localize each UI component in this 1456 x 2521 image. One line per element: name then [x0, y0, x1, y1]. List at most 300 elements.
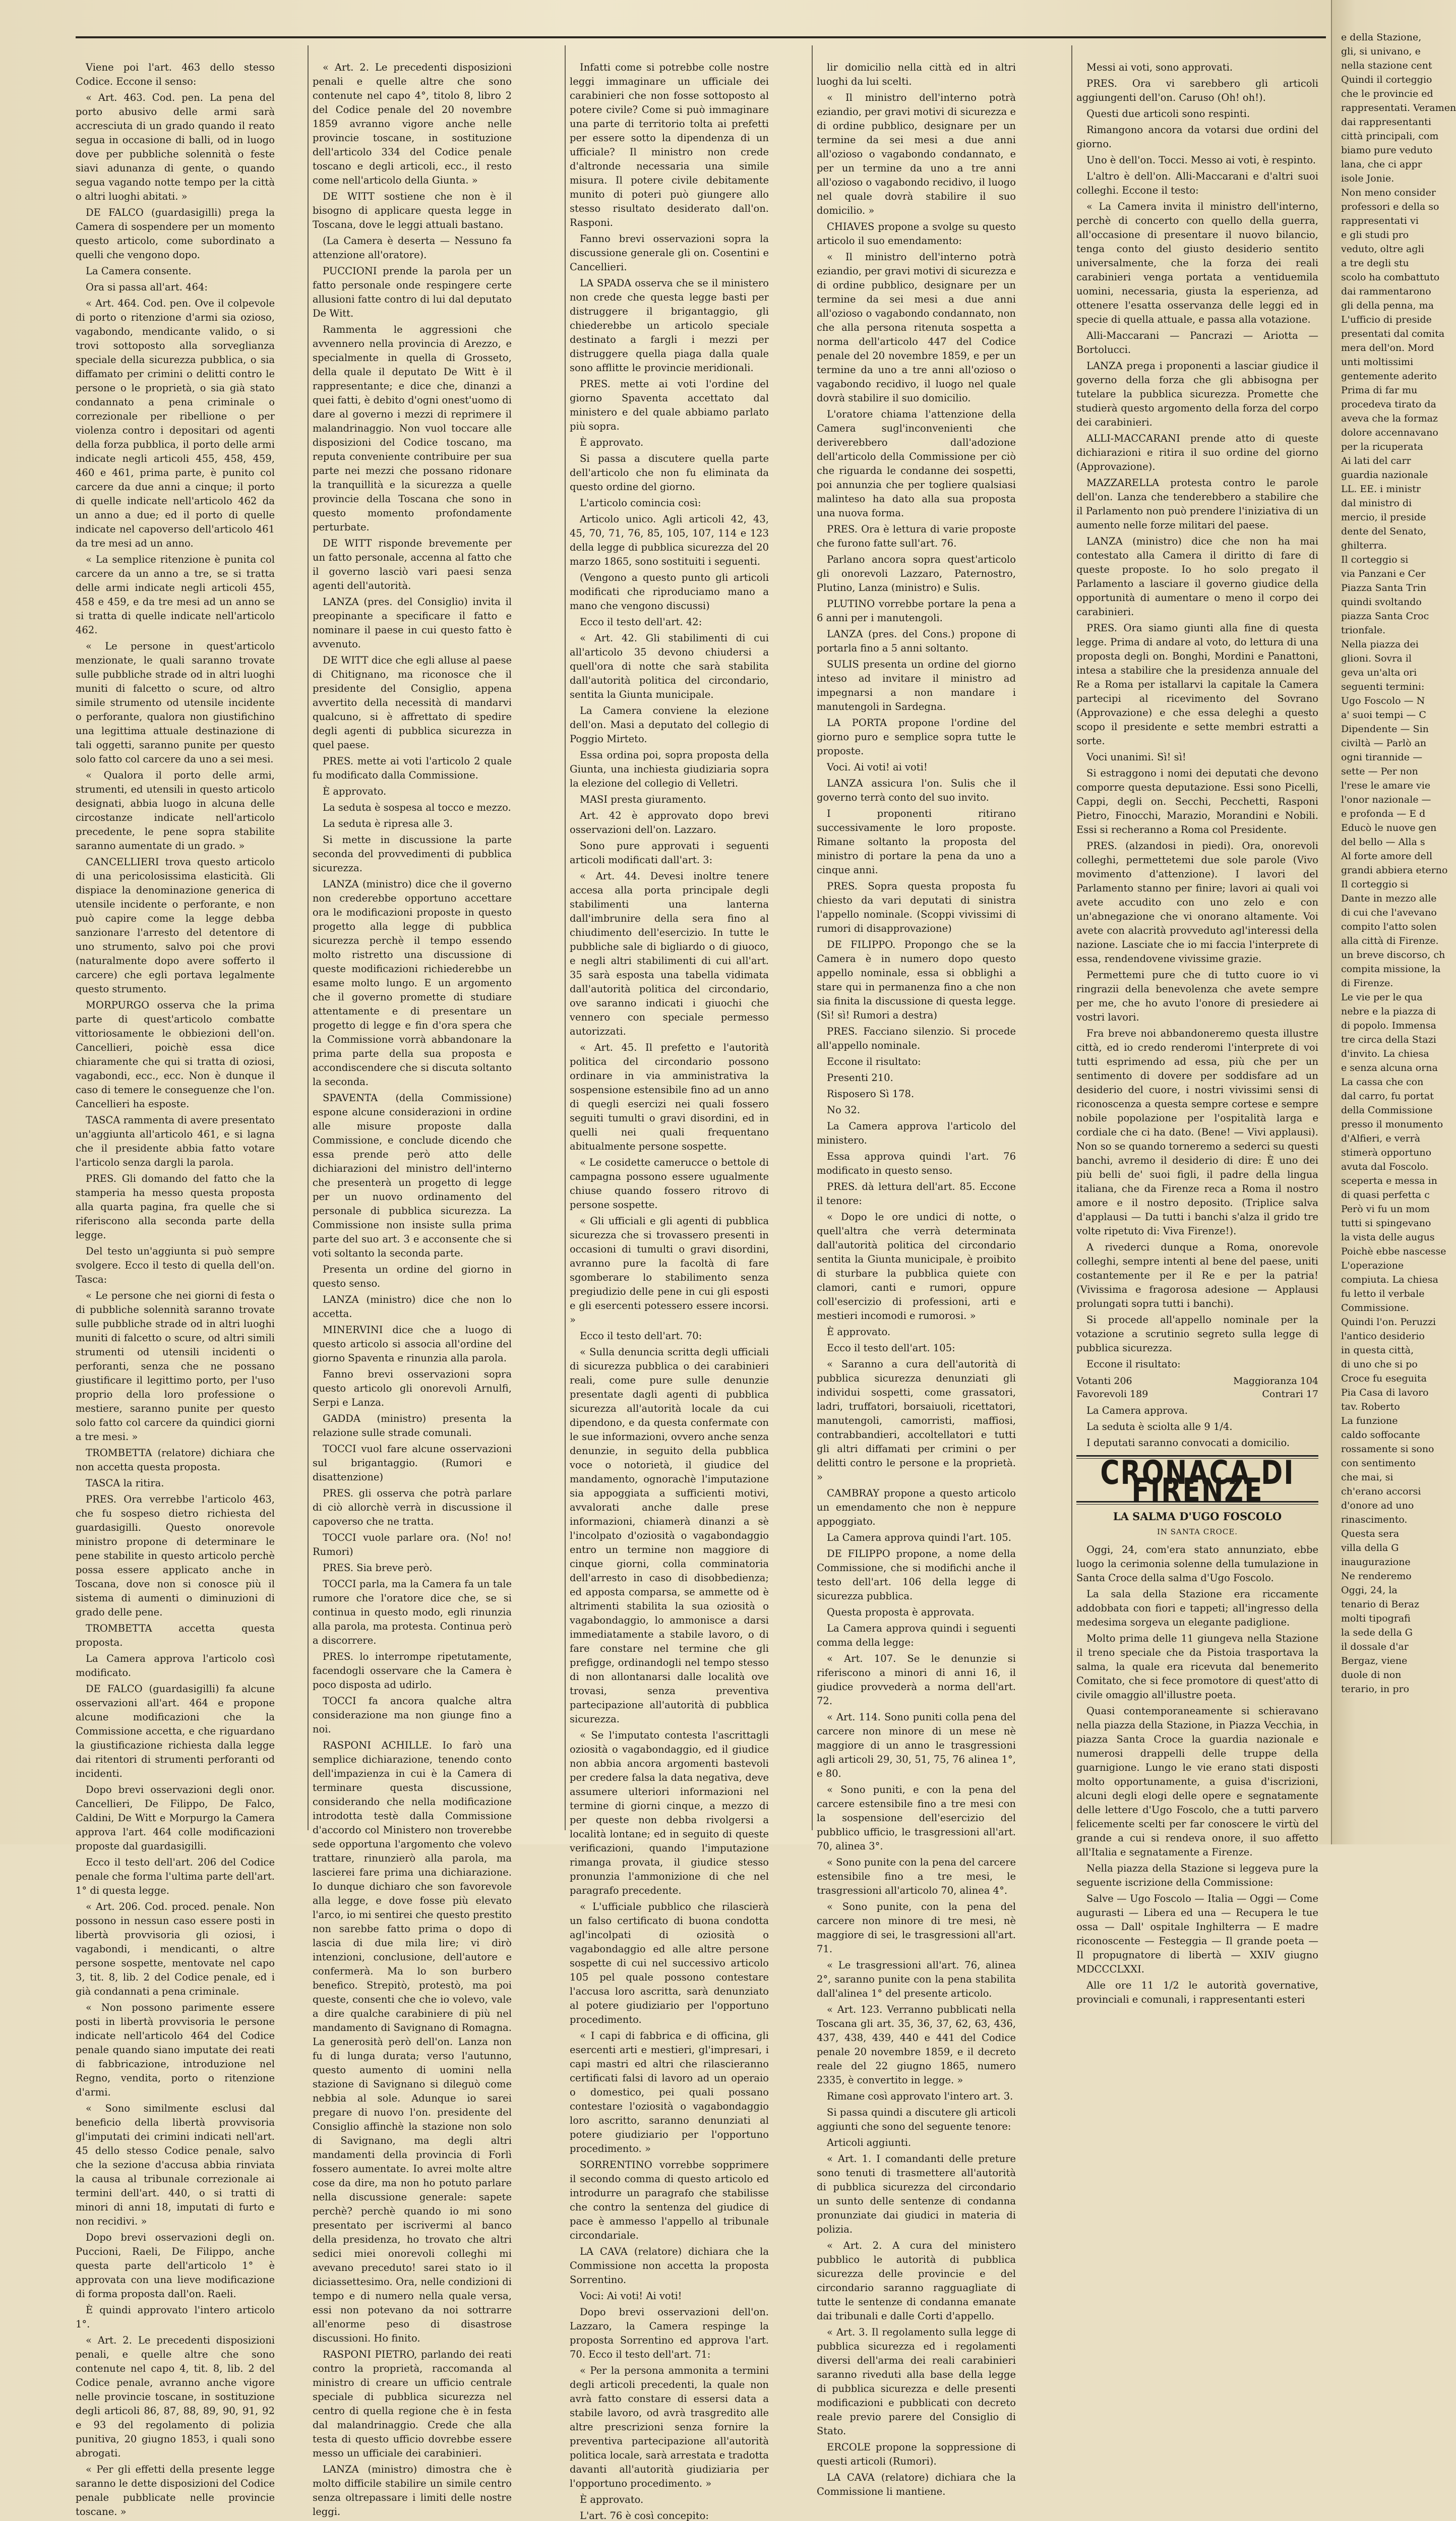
paragraph: PRES. Ora verrebbe l'articolo 463, che fu sospeso dietro richiesta del guardasigilli. Questo onorevole ministro propone di determinare le pene stabilite in questo articolo perchè possa essere applicato anche in Toscana, dove non si conosce più il sistema di aumenti o diminuzioni di grado delle pene.: [76, 1493, 275, 1618]
edge-line: dai rappresentanti: [1341, 116, 1431, 128]
paragraph: « L'ufficiale pubblico che rilascierà un falso certificato di buona condotta agl'incolpati di oziosità o vagabondaggio ed alle altre persone sospette di cui nel successivo articolo 105 pel quale possono contestare l'accusa loro ascritta, sarà denunziato al potere giudiziario per l'opportuno procedimento.: [570, 1901, 769, 2025]
paragraph: Parlano ancora sopra quest'articolo gli onorevoli Lazzaro, Paternostro, Plutino, Lanza (ministro) e Sulis.: [817, 554, 1016, 593]
adjacent-page-text: [1341, 30, 1456, 1825]
edge-line: Croce fu eseguita: [1341, 1373, 1427, 1384]
edge-line: gentemente aderito: [1341, 371, 1437, 382]
paragraph: Rimangono ancora da votarsi due ordini del giorno.: [1076, 124, 1318, 150]
paragraph: LANZA (ministro) dice che il governo non crederebbe opportuno accettare ora le modificazioni proposte in questo progetto alla legge di pubblica sicurezza perchè il tempo essendo molto ristretto una discussione di queste modificazioni richiederebbe un esame molto lungo. E un argomento che il governo promette di studiare attentamente e di presentare un progetto di legge e fin d'ora spera che la Commissione vorrà abbandonare la prima parte della sua proposta e accondiscendere che si discuta soltanto la seconda.: [313, 878, 512, 1088]
paragraph: La Camera approva quindi l'art. 105.: [827, 1532, 1011, 1543]
edge-line: ogni tirannide —: [1341, 752, 1423, 763]
edge-line: e della Stazione,: [1341, 32, 1422, 43]
edge-line: presso il monumento: [1341, 1119, 1443, 1130]
paragraph: TOCCI vuol fare alcune osservazioni sul brigantaggio. (Rumori e disattenzione): [313, 1443, 512, 1483]
edge-line: che le provincie ed: [1341, 88, 1433, 99]
edge-line: seguenti termini:: [1341, 681, 1425, 692]
paragraph: Ora si passa all'art. 464:: [86, 281, 208, 293]
paragraph: DE WITT sostiene che non è il bisogno di applicare questa legge in Toscana, dove le leggi attuali bastano.: [313, 191, 512, 230]
paragraph: DE FALCO (guardasigilli) fa alcune osservazioni all'art. 464 e propone alcune modificazioni che la Commissione accetta, e che riguardano la giustificazione richiesta dalla legge dai ritentori di strumenti perforanti od incidenti.: [76, 1683, 275, 1779]
paragraph: SPAVENTA (della Commissione) espone alcune considerazioni in ordine alle misure proposte dalla Commissione, e conclude dicendo che essa prende però atto delle dichiarazioni del ministro dell'interno che presenterà un progetto di legge per un nuovo ordinamento del personale di pubblica sicurezza. La Commissione non insiste sulla prima parte del suo art. 3 e acconsente che si voti soltanto la seconda parte.: [313, 1092, 512, 1259]
paragraph: Sono pure approvati i seguenti articoli modificati dall'art. 3:: [570, 840, 769, 866]
edge-line: trionfale.: [1341, 625, 1386, 636]
edge-line: a' suoi tempi — C: [1341, 709, 1426, 721]
edge-line: Dante in mezzo alle: [1341, 893, 1437, 904]
edge-line: La cassa che con: [1341, 1076, 1424, 1088]
paragraph: La Camera approva.: [1086, 1405, 1188, 1416]
paragraph: « Art. 2. Le precedenti disposizioni penali, e quelle altre che sono contenute nel capo 4, tit. 8, lib. 2 del Codice penale, avranno anche vigore nelle provincie toscane, in sostituzione degli articoli 86, 87, 88, 89, 90, 91, 92 e 93 del regolamento di polizia punitiva, 20 giugno 1853, i quali sono abrogati.: [76, 2334, 275, 2459]
edge-line: guardia nazionale: [1341, 469, 1428, 481]
paragraph: PRES. dà lettura dell'art. 85. Eccone il tenore:: [817, 1181, 1016, 1207]
result-value: Votanti 206: [1076, 1375, 1132, 1387]
paragraph: Voci: Ai voti! Ai voti!: [580, 2290, 682, 2302]
edge-line: villa della G: [1341, 1542, 1399, 1553]
paragraph: « Sono similmente esclusi dal beneficio della libertà provvisoria gl'imputati dei crimini indicati nell'art. 45 dello stesso Codice penale, salvo che la sezione d'accusa abbia rinviata la causa al tribunale correzionale ai termini dell'art. 440, o si tratti di minori di anni 18, imputati di furto e non recidivi. »: [76, 2103, 275, 2227]
paragraph: PLUTINO vorrebbe portare la pena a 6 anni per i manutengoli.: [817, 598, 1016, 624]
paragraph: MAZZARELLA protesta contro le parole dell'on. Lanza che tenderebbero a stabilire che il Parlamento non può prendere l'iniziativa di un aumento nelle forze militari del paese.: [1076, 477, 1318, 531]
paragraph: Uno è dell'on. Tocci. Messo ai voti, è respinto.: [1086, 154, 1316, 166]
edge-line: Al forte amore dell: [1341, 851, 1433, 862]
paragraph: « Le trasgressioni all'art. 76, alinea 2°, saranno punite con la pena stabilita dall'alinea 1° del presente articolo.: [817, 1959, 1016, 1999]
paragraph: (Vengono a questo punto gli articoli modificati che riproduciamo mano a mano che vengono discussi): [570, 572, 769, 612]
edge-line: ghilterra.: [1341, 540, 1387, 551]
edge-line: ch'erano accorsi: [1341, 1486, 1421, 1497]
edge-line: Il corteggio si: [1341, 554, 1409, 565]
edge-line: Poichè ebbe nascesse: [1341, 1246, 1446, 1257]
edge-line: tutti si spingevano: [1341, 1218, 1431, 1229]
paragraph: L'oratore chiama l'attenzione della Camera sugl'inconvenienti che deriverebbero dall'adozione dell'articolo della Commissione per ciò che riguarda le condanne dei sospetti, poi annunzia che per togliere qualsiasi malinteso ha dato alla sua proposta una nuova forma.: [817, 408, 1016, 519]
edge-line: molti tipografi: [1341, 1613, 1411, 1624]
edge-line: Piazza Santa Trin: [1341, 582, 1427, 593]
edge-line: lana, che ci appr: [1341, 159, 1422, 170]
paragraph: Fanno brevi osservazioni sopra la discussione generale gli on. Cosentini e Cancellieri.: [570, 233, 769, 273]
edge-line: scolo ha combattuto: [1341, 272, 1440, 283]
edge-line: sceperta e messa in: [1341, 1175, 1437, 1186]
paragraph: « La semplice ritenzione è punita col carcere da un anno a tre, se si tratta delle armi indicate negli articoli 455, 458 e 459, e da tre mesi ad un anno se si tratta di quelle indicate nell'articolo 462.: [76, 554, 275, 636]
column-1: [76, 61, 275, 2517]
column-divider: [308, 45, 309, 1830]
paragraph: Voci. Ai voti! ai voti!: [827, 761, 928, 773]
column-divider: [1071, 45, 1072, 1830]
paragraph: « Art. 3. Il regolamento sulla legge di pubblica sicurezza ed i regolamenti diversi dell'arma dei reali carabinieri saranno riveduti alla base della legge di pubblica sicurezza e delle presenti modificazioni e pubblicati con decreto reale previo parere del Consiglio di Stato.: [817, 2326, 1016, 2437]
result-row: [1076, 1374, 1318, 1388]
paragraph: Si procede all'appello nominale per la votazione a scrutinio segreto sulla legge di pubblica sicurezza.: [1076, 1314, 1318, 1354]
paragraph: « Art. 1. I comandanti delle preture sono tenuti di trasmettere all'autorità di pubblica sicurezza del circondario un sunto delle sentenze di condanna pronunziate dai giudici in materia di polizia.: [817, 2153, 1016, 2235]
paragraph: DE WITT dice che egli alluse al paese di Chitignano, ma riconosce che il presidente del Consiglio, appena avvertito della necessità di mandarvi qualcuno, si è affrettato di spedire degli agenti di pubblica sicurezza in quel paese.: [313, 654, 512, 751]
paragraph: « Art. 114. Sono puniti colla pena del carcere non minore di un mese nè maggiore di un anno le trasgressioni agli articoli 29, 30, 51, 75, 76 alinea 1°, e 80.: [817, 1711, 1016, 1779]
paragraph: « Il ministro dell'interno potrà eziandio, per gravi motivi di sicurezza e di ordine pubblico, designare per un termine da sei mesi a due anni all'ozioso o vagabondo condannato, e per un termine da uno a tre anni all'ozioso o vagabondo recidivo, il luogo nel quale dovrà stabilire il suo domicilio. »: [817, 92, 1016, 216]
edge-line: città principali, com: [1341, 131, 1439, 142]
paragraph: È approvato.: [580, 437, 644, 448]
paragraph: È quindi approvato l'intero articolo 1°.: [76, 2304, 275, 2330]
paragraph: GADDA (ministro) presenta la relazione sulle strade comunali.: [313, 1413, 512, 1438]
paragraph: MORPURGO osserva che la prima parte di quest'articolo combatte vittoriosamente le obbiezioni dell'on. Cancellieri, poichè essa dice chiaramente che qui si tratta di oziosi, vagabondi, ecc., ecc. Non è dunque il caso di temere le conseguenze che l'on. Cancellieri ha esposte.: [76, 999, 275, 1110]
edge-line: rossamente si sono: [1341, 1444, 1434, 1455]
edge-line: l'onor nazionale —: [1341, 794, 1431, 805]
paragraph: TASCA la ritira.: [86, 1477, 164, 1489]
paragraph: La seduta è ripresa alle 3.: [323, 818, 453, 829]
paragraph: Essa approva quindi l'art. 76 modificato in questo senso.: [817, 1151, 1016, 1176]
edge-line: Ai lati del carr: [1341, 455, 1411, 466]
paragraph: « Sono punite, con la pena del carcere non minore di tre mesi, nè maggiore di sei, le trasgressioni all'art. 71.: [817, 1901, 1016, 1955]
paragraph: « Art. 123. Verranno pubblicati nella Toscana gli art. 35, 36, 37, 62, 63, 436, 437, 438, 439, 440 e 441 del Codice penale 20 novembre 1859, e il decreto reale del 22 giugno 1865, numero 2335, è convertito in legge. »: [817, 2004, 1016, 2086]
paragraph: Art. 42 è approvato dopo brevi osservazioni dell'on. Lazzaro.: [570, 810, 769, 835]
paragraph: Molto prima delle 11 giungeva nella Stazione il treno speciale che da Pistoia trasportava la salma, la quale era ricevuta dal benemerito Comitato, che si fece promotore di quest'atto di civile omaggio all'illustre poeta.: [1076, 1633, 1318, 1701]
paragraph: ALLI-MACCARANI prende atto di queste dichiarazioni e ritira il suo ordine del giorno (Approvazione).: [1076, 433, 1318, 472]
edge-line: che mai, si: [1341, 1472, 1393, 1483]
vote-results: [1076, 1374, 1318, 1401]
paragraph: La Camera consente.: [86, 265, 192, 277]
paragraph: PRES. mette ai voti l'articolo 2 quale fu modificato dalla Commissione.: [313, 755, 512, 781]
edge-line: nella stazione cent: [1341, 60, 1432, 71]
edge-line: gli della penna, ma: [1341, 300, 1434, 311]
paragraph: « Art. 44. Devesi inoltre tenere accesa alla porta principale degli stabilimenti una lanterna dall'imbrunire della sera fino al chiudimento dell'esercizio. In tutte le pubbliche sale di bigliardo o di giuoco, e negli altri stabilimenti di cui all'art. 35 sarà esposta una tabella vidimata dall'autorità politica del circondario, ove saranno indicati i giuochi che vennero con speciale permesso autorizzati.: [570, 870, 769, 1037]
paragraph: « Per la persona ammonita a termini degli articoli precedenti, la quale non avrà fatto constare di essersi data a stabile lavoro, od avrà trasgredito alle altre prescrizioni senza fornire la preventiva partecipazione all'autorità politica locale, sarà arrestata e tradotta davanti all'autorità giudiziaria per l'opportuno procedimento. »: [570, 2365, 769, 2489]
paragraph: « Per gli effetti della presente legge saranno le dette disposizioni del Codice penale pubblicate nelle provincie toscane. »: [76, 2464, 275, 2517]
column-divider: [812, 45, 813, 1830]
paragraph: LA CAVA (relatore) dichiara che la Commissione non accetta la proposta Sorrentino.: [570, 2246, 769, 2286]
edge-line: caldo soffocante: [1341, 1429, 1420, 1440]
edge-line: piazza Santa Croc: [1341, 611, 1429, 622]
edge-line: l'rese le amare vie: [1341, 780, 1431, 791]
paragraph: SULIS presenta un ordine del giorno inteso ad invitare il ministro ad impegnarsi a non mandare i manutengoli in Sardegna.: [817, 658, 1016, 712]
paragraph: L'art. 76 è così concepito:: [580, 2510, 709, 2521]
column-divider: [565, 45, 566, 1830]
paragraph: « Sono punite con la pena del carcere estensibile fino a tre mesi, le trasgressioni all'articolo 70, alinea 4°.: [817, 1856, 1016, 1896]
paragraph: « Dopo le ore undici di notte, o quell'altra che verrà determinata dall'autorità politica del circondario sentita la Giunta municipale, è proibito di sturbare la pubblica quiete con clamori, canti e rumori, oppure coll'esercizio di professioni, arti e mestieri incomodi e rumorosi. »: [817, 1211, 1016, 1322]
edge-line: l'antico desiderio: [1341, 1331, 1425, 1342]
edge-line: LL. EE. i ministr: [1341, 484, 1421, 495]
edge-line: tenario di Beraz: [1341, 1599, 1419, 1610]
paragraph: (La Camera è deserta — Nessuno fa attenzione all'oratore).: [313, 235, 512, 261]
edge-line: duole di non: [1341, 1669, 1402, 1680]
paragraph: Ecco il testo dell'art. 42:: [580, 616, 702, 628]
edge-line: la sede della G: [1341, 1627, 1413, 1638]
edge-line: del bello — Alla s: [1341, 836, 1425, 848]
paragraph: LANZA assicura l'on. Sulis che il governo terrà conto del suo invito.: [817, 777, 1016, 803]
paragraph: « Il ministro dell'interno potrà eziandio, per gravi motivi di sicurezza e di ordine pubblico, designare per un termine da sei mesi a due anni all'ozioso o vagabondo condannato, non che alla persona ritenuta sospetta a norma dell'articolo 447 del Codice penale del 20 novembre 1859, e per un termine da uno a tre anni all'ozioso o vagabondo recidivo, il luogo nel quale dovrà stabilire il suo domicilio.: [817, 251, 1016, 404]
edge-line: la vista delle augus: [1341, 1232, 1435, 1243]
paragraph: PRES. Sia breve però.: [323, 1562, 433, 1574]
edge-line: mera dell'on. Mord: [1341, 342, 1434, 353]
edge-line: avuta dal Foscolo.: [1341, 1161, 1429, 1172]
edge-line: mercio, il preside: [1341, 512, 1426, 523]
paragraph: Messi ai voti, sono approvati.: [1086, 62, 1233, 73]
edge-line: di cui che l'avevano: [1341, 907, 1437, 918]
paragraph: PRES. gli osserva che potrà parlare di ciò allorchè verrà in discussione il capoverso che ne tratta.: [313, 1487, 512, 1527]
paragraph: Essa ordina poi, sopra proposta della Giunta, una inchiesta giudiziaria sopra la elezione del collegio di Velletri.: [570, 749, 769, 789]
paragraph: Viene poi l'art. 463 dello stesso Codice. Eccone il senso:: [76, 62, 275, 87]
paragraph: LANZA prega i proponenti a lasciar giudice il governo della forza che gli abbisogna per tutelare la pubblica sicurezza. Promette che studierà questo argomento della forza del corpo dei carabinieri.: [1076, 360, 1318, 428]
paragraph: PRES. Ora siamo giunti alla fine di questa legge. Prima di andare al voto, do lettura di una proposta degli on. Bonghi, Mordini e Panattoni, intesa a stabilire che la presidenza annuale del Re a Roma per istallarvi la capitale la Camera partecipi al ricevimento del Sovrano (Approvazione) e che essa deleghi a questo scopo il presidente e sette membri estratti a sorte.: [1076, 622, 1318, 747]
paragraph: L'altro è dell'on. Alli-Maccarani e d'altri suoi colleghi. Eccone il testo:: [1076, 170, 1318, 196]
paragraph: TOCCI fa ancora qualche altra considerazione ma non giunge fino a noi.: [313, 1695, 512, 1735]
paragraph: La Camera approva l'articolo così modificato.: [76, 1653, 275, 1678]
paragraph: Fanno brevi osservazioni sopra questo articolo gli onorevoli Arnulfi, Serpi e Lanza.: [313, 1368, 512, 1408]
paragraph: È approvato.: [827, 1326, 891, 1338]
edge-line: di popolo. Immensa: [1341, 1020, 1436, 1031]
edge-line: Pia Casa di lavoro: [1341, 1387, 1429, 1398]
edge-line: Quindi l'on. Peruzzi: [1341, 1316, 1436, 1328]
edge-line: Educò le nuove gen: [1341, 822, 1437, 833]
edge-line: biamo pure veduto: [1341, 145, 1433, 156]
edge-line: dal carro, fu portat: [1341, 1091, 1434, 1102]
edge-line: stimerà opportuno: [1341, 1147, 1432, 1158]
edge-line: Bergaz, viene: [1341, 1655, 1408, 1666]
paragraph: LA PORTA propone l'ordine del giorno puro e semplice sopra tutte le proposte.: [817, 717, 1016, 757]
paragraph: Ecco il testo dell'art. 206 del Codice penale che forma l'ultima parte dell'art. 1° di questa legge.: [76, 1856, 275, 1896]
edge-line: Non meno consider: [1341, 187, 1436, 198]
paragraph: « La Camera invita il ministro dell'interno, perchè di concerto con quello della guerra, all'occasione di presentare il nuovo bilancio, tenga conto del giusto desiderio sentito universalmente, che la forza dei reali carabinieri venga portata a ventiduemila uomini, necessaria, giusta la esperienza, ad ottenere l'esatta osservanza delle leggi ed in specie di quella attuale, e passa alla votazione.: [1076, 201, 1318, 325]
edge-line: Oggi, 24, la: [1341, 1585, 1398, 1596]
edge-line: civiltà — Parlò an: [1341, 738, 1427, 749]
paragraph: « Le persone in quest'articolo menzionate, le quali saranno trovate sulle pubbliche strade od in altri luoghi muniti di falcetto o scure, od altro simile strumento od utensile incidente o perforante, qualora non giustifichino una legittima attuale destinazione di tali oggetti, saranno punite per questo solo fatto col carcere da uno a sei mesi.: [76, 640, 275, 765]
paragraph: Si mette in discussione la parte seconda del provvedimenti di pubblica sicurezza.: [313, 834, 512, 874]
paragraph: PRES. Gli domando del fatto che la stamperia ha messo questa proposta alla quarta pagina, fra quelle che si riferiscono alla seconda parte della legge.: [76, 1173, 275, 1241]
paragraph: « Saranno a cura dell'autorità di pubblica sicurezza denunziati gli individui sospetti, come grassatori, ladri, truffatori, borsaiuoli, ricettatori, manutengoli, camorristi, maffiosi, contrabbandieri, accoltellatori e tutti gli altri diffamati per crimini o per delitti contro le persone e la proprietà. »: [817, 1358, 1016, 1483]
edge-line: tav. Roberto: [1341, 1401, 1400, 1412]
paragraph: Ecco il testo dell'art. 70:: [580, 1330, 702, 1342]
paragraph: « Le persone che nei giorni di festa o di pubbliche solennità saranno trovate sulle pubbliche strade od in altri luoghi muniti di falcetto o scure, od altri simili strumenti od utensili incidenti o perforanti, senza che ne possano giustificare il legittimo porto, per l'uso proprio della loro professione o mestiere, saranno punite per questo solo fatto col carcere da quindici giorni a tre mesi. »: [76, 1290, 275, 1443]
result-value: Contrari 17: [1262, 1389, 1318, 1400]
paragraph: CHIAVES propone a svolge su questo articolo il suo emendamento:: [817, 221, 1016, 247]
paragraph: La seduta è sospesa al tocco e mezzo.: [323, 802, 511, 813]
paragraph: lir domicilio nella città ed in altri luoghi da lui scelti.: [817, 62, 1016, 87]
edge-line: La funzione: [1341, 1415, 1398, 1426]
paragraph: Salve — Ugo Foscolo — Italia — Oggi — Come augurasti — Libera ed una — Recupera le tue ossa — Dall' ospitale Inghilterra — E madre riconoscente — Festeggia — Il grande poeta — Il propugnatore di libertà — XXIV giugno MDCCCLXXI.: [1076, 1893, 1318, 1975]
result-value: Favorevoli 189: [1076, 1389, 1148, 1400]
edge-line: e gli studi pro: [1341, 229, 1409, 241]
paragraph: TOCCI parla, ma la Camera fa un tale rumore che l'oratore dice che, se si continua in questo modo, egli rinunzia alla parola, ma protesta. Continua però a discorrere.: [313, 1578, 512, 1646]
paragraph: Presenti 210.: [827, 1072, 893, 1084]
edge-line: Questa sera: [1341, 1528, 1400, 1539]
paragraph: Si estraggono i nomi dei deputati che devono comporre questa deputazione. Essi sono Picelli, Cappi, degli on. Secchi, Pecchetti, Rasponi Pietro, Finocchi, Marazio, Morandini e Nobili. Essi si recheranno a Roma col Presidente.: [1076, 767, 1318, 835]
paragraph: Fra breve noi abbandoneremo questa illustre città, ed io credo renderomi l'interprete di voi tutti esprimendo ad essa, più che per un sentimento di dovere per soddisfare ad un desiderio del cuore, i nostri vivissimi sensi di riconoscenza a questa sempre cortese e sempre nobile popolazione per l'ospitalità larga e cordiale che ci ha dato. (Bene! — Vivi applausi). Non so se quando torneremo a sederci su questi banchi, avremo il desiderio di dire: È uno dei più belli de' suoi figli, il padre della lingua italiana, che da Firenze reca a Roma il nostro amore e il nostro deposito. (Triplice salva d'applausi — Da tutti i banchi s'alza il grido tre volte ripetuto di: Viva Firenze!).: [1076, 1028, 1318, 1237]
paragraph: Dopo brevi osservazioni degli on. Puccioni, Raeli, De Filippo, anche questa parte dell'articolo 1° è approvata con una lieve modificazione di forma proposta dall'on. Raeli.: [76, 2232, 275, 2300]
edge-line: compita missione, la: [1341, 964, 1441, 975]
article-headline: LA SALMA D'UGO FOSCOLO: [1113, 1510, 1282, 1523]
edge-line: aveva che la formaz: [1341, 413, 1438, 424]
paragraph: « Se l'imputato contesta l'ascrittagli oziosità o vagabondaggio, ed il giudice non abbia ancora argomenti bastevoli per credere falsa la data negativa, deve assumere ulteriori informazioni nel termine di giorni cinque, a mezzo di per queste non debba rivolgersi a località lontane; ed in seguito di queste verificazioni, quando l'imputazione rimanga provata, il giudice stesso pronunzia l'ammonizione di che nel paragrafo precedente.: [570, 1729, 769, 1896]
edge-line: gli, si univano, e: [1341, 46, 1421, 57]
paragraph: TROMBETTA accetta questa proposta.: [76, 1623, 275, 1648]
edge-line: della Commissione: [1341, 1105, 1433, 1116]
paragraph: PRES. (alzandosi in piedi). Ora, onorevoli colleghi, permettetemi due sole parole (Vivo movimento d'attenzione). I lavori del Parlamento stanno per finire; lavori ai quali voi avete accudito con uno zelo e con un'abnegazione che vi onorano altamente. Voi avete con alacrità provveduto agl'interessi della nazione. Lasciate che io mi faccia l'interprete di essa, rendendovene vivissime grazie.: [1076, 840, 1318, 965]
paragraph: LANZA (pres. del Cons.) propone di portarla fino a 5 anni soltanto.: [817, 628, 1016, 654]
paragraph: Oggi, 24, com'era stato annunziato, ebbe luogo la cerimonia solenne della tumulazione in Santa Croce della salma d'Ugo Foscolo.: [1076, 1544, 1318, 1584]
edge-line: il dossale d'ar: [1341, 1641, 1409, 1652]
paragraph: Questi due articoli sono respinti.: [1086, 108, 1250, 119]
edge-line: dente del Senato,: [1341, 526, 1427, 537]
paragraph: I proponenti ritirano successivamente le loro proposte. Rimane soltanto la proposta del ministro di portare la pena da uno a cinque anni.: [817, 808, 1016, 876]
edge-line: Ugo Foscolo — N: [1341, 695, 1425, 706]
edge-line: sette — Per non: [1341, 766, 1418, 777]
paragraph: PRES. Ora è lettura di varie proposte che furono fatte sull'art. 76.: [817, 523, 1016, 549]
edge-line: L'ufficio di preside: [1341, 314, 1432, 325]
session-closing-text: [1076, 61, 1318, 1371]
paragraph: TASCA rammenta di avere presentato un'aggiunta all'articolo 461, e si lagna che il presidente abbia fatto votare l'articolo senza dargli la parola.: [76, 1114, 275, 1168]
paragraph: Ecco il testo dell'art. 105:: [827, 1342, 955, 1354]
edge-line: geva un'alta ori: [1341, 667, 1417, 678]
paragraph: PUCCIONI prende la parola per un fatto personale onde respingere certe allusioni fatte contro di lui dal deputato De Witt.: [313, 265, 512, 319]
edge-line: di quasi perfetta c: [1341, 1189, 1430, 1201]
paragraph: Presenta un ordine del giorno in questo senso.: [313, 1264, 512, 1289]
edge-line: d'Alfieri, e verrà: [1341, 1133, 1421, 1144]
edge-line: via Panzani e Cer: [1341, 568, 1426, 579]
paragraph: « Art. 206. Cod. proced. penale. Non possono in nessun caso essere posti in libertà provvisoria gli oziosi, i vagabondi, i mendicanti, o altre persone sospette, mentovate nel capo 3, tit. 8, lib. 2 del Codice penale, ed i già condannati a pena criminale.: [76, 1901, 275, 1997]
result-value: Maggioranza 104: [1233, 1375, 1318, 1387]
paragraph: DE WITT risponde brevemente per un fatto personale, accenna al fatto che il governo lasciò vari paesi senza agenti dell'autorità.: [313, 537, 512, 591]
edge-line: glioni. Sovra il: [1341, 653, 1412, 664]
paragraph: « Art. 463. Cod. pen. La pena del porto abusivo delle armi sarà accresciuta di un grado quando il reato segua in occasione di balli, od in luogo dove per pubbliche solennità o feste siavi adunanza di gente, o quando segua vagando notte tempo per la città o altri luoghi abitati. »: [76, 92, 275, 202]
edge-line: presentati dal comita: [1341, 328, 1445, 339]
paragraph: TROMBETTA (relatore) dichiara che non accetta questa proposta.: [76, 1447, 275, 1473]
paragraph: ERCOLE propone la soppressione di questi articoli (Rumori).: [817, 2441, 1016, 2467]
paragraph: Articoli aggiunti.: [827, 2137, 912, 2148]
paragraph: La Camera approva quindi i seguenti comma della legge:: [817, 1623, 1016, 1648]
edge-line: d'invito. La chiesa: [1341, 1048, 1429, 1059]
edge-line: di Firenze.: [1341, 978, 1393, 989]
edge-line: di uno che si po: [1341, 1359, 1418, 1370]
paragraph: MASI presta giuramento.: [580, 794, 706, 805]
edge-line: Il corteggio si: [1341, 879, 1409, 890]
paragraph: « I capi di fabbrica e di officina, gli esercenti arti e mestieri, gl'impresari, i capi mastri ed altri che rilascieranno certificati falsi di lavoro ad un operaio o domestico, pei quali possano contestare l'oziosità o vagabondaggio loro ascritto, saranno denunziati al potere giudiziario per l'opportuno procedimento. »: [570, 2030, 769, 2154]
paragraph: L'articolo comincia così:: [580, 497, 701, 509]
edge-line: grandi abbiera eterno: [1341, 865, 1448, 876]
edge-line: e senza alcuna orna: [1341, 1062, 1438, 1073]
top-rule: [76, 36, 1326, 38]
paragraph: CAMBRAY propone a questo articolo un emendamento che non è neppure appoggiato.: [817, 1487, 1016, 1527]
paragraph: RASPONI PIETRO, parlando dei reati contro la proprietà, raccomanda al ministro di creare un ufficio centrale speciale di pubblica sicurezza nel centro di quella regione che è in festa dal malandrinaggio. Crede che alla testa di questo ufficio dovrebbe essere messo un ufficiale dei carabinieri.: [313, 2349, 512, 2459]
paragraph: Si passa quindi a discutere gli articoli aggiunti che sono del seguente tenore:: [817, 2107, 1016, 2132]
edge-line: terario, in pro: [1341, 1684, 1410, 1695]
paragraph: LANZA (ministro) dimostra che è molto difficile stabilire un simile centro senza oltrepassare i limiti delle nostre leggi.: [313, 2464, 512, 2517]
edge-line: fu letto il verbale: [1341, 1288, 1425, 1299]
paragraph: La Camera conviene la elezione dell'on. Masi a deputato del collegio di Poggio Mirteto.: [570, 705, 769, 745]
edge-line: L'operazione: [1341, 1260, 1404, 1271]
edge-line: a tre degli stu: [1341, 258, 1409, 269]
paragraph: SORRENTINO vorrebbe sopprimere il secondo comma di questo articolo ed introdurre un paragrafo che stabilisse che contro la sentenza del giudice di pace è ammesso l'appello al tribunale circondariale.: [570, 2159, 769, 2241]
edge-line: in questa città,: [1341, 1345, 1414, 1356]
edge-line: unti moltissimi: [1341, 356, 1414, 368]
paragraph: È approvato.: [323, 786, 387, 797]
edge-line: dolore accennavano: [1341, 427, 1438, 438]
paragraph: CANCELLIERI trova questo articolo di una pericolosissima elasticità. Gli dispiace la denominazione generica di utensile incidente o perforante, e non può capire come la legge debba sanzionare l'arresto del detentore di uno strumento, salvo poi che provi (naturalmente dopo avere sofferto il carcere) che egli portava legalmente questo strumento.: [76, 856, 275, 995]
paragraph: LANZA (ministro) dice che non ha mai contestato alla Camera il diritto di fare di queste proposte. Io ho solo pregato il Parlamento a lasciare il governo giudice della opportunità di aumentare o meno il corpo dei carabinieri.: [1076, 535, 1318, 618]
article-body: [1076, 1543, 1318, 2007]
edge-line: rappresentati. Veramen: [1341, 102, 1456, 113]
paragraph: Dopo brevi osservazioni degli onor. Cancellieri, De Filippo, De Falco, Caldini, De Witt e Morpurgo la Camera approva l'art. 464 colle modificazioni proposte dal guardasigilli.: [76, 1784, 275, 1852]
paragraph: Voci unanimi. Sì! sì!: [1086, 751, 1186, 763]
paragraph: Questa proposta è approvata.: [827, 1606, 975, 1618]
paragraph: « Qualora il porto delle armi, strumenti, ed utensili in questo articolo designati, abbia luogo in alcuna delle circostanze indicate nell'articolo precedente, le pene sopra stabilite saranno aumentate di un grado. »: [76, 769, 275, 852]
paragraph: LA CAVA (relatore) dichiara che la Commissione li mantiene.: [817, 2472, 1016, 2497]
paragraph: Infatti come si potrebbe colle nostre leggi immaginare un ufficiale dei carabinieri che non fosse sottoposto al potere civile? Come si può immaginare una parte di territorio tolta ai prefetti per essere sotto la dipendenza di un ufficiale? Il ministro non crede d'altronde necessaria una simile misura. Il potere civile debitamente munito di poteri può giungere allo stesso risultato desiderato dall'on. Rasponi.: [570, 62, 769, 228]
paragraph: Rammenta le aggressioni che avvennero nella provincia di Arezzo, e specialmente in quella di Grosseto, della quale il deputato De Witt è il rappresentante; e dice che, dinanzi a quei fatti, è debito d'ogni onest'uomo di dare al governo i mezzi di reprimere il malandrinaggio. Non vuol toccare alle disposizioni del Codice toscano, ma reputa conveniente contribuire per sua parte nei mezzi che possano ridonare la tranquillità e la sicurezza a quelle provincie della Toscana che sono in questo momento profondamente perturbate.: [313, 324, 512, 533]
paragraph: È approvato.: [580, 2494, 644, 2505]
edge-line: Ne renderemo: [1341, 1571, 1412, 1582]
paragraph: Dopo brevi osservazioni dell'on. Lazzaro, la Camera respinge la proposta Sorrentino ed approva l'art. 70. Ecco il testo dell'art. 71:: [570, 2306, 769, 2360]
paragraph: Eccone il risultato:: [1086, 1358, 1181, 1370]
paragraph: La Camera approva l'articolo del ministero.: [817, 1120, 1016, 1146]
paragraph: PRES. mette ai voti l'ordine del giorno Spaventa accettato dal ministero e del quale abbiamo parlato più sopra.: [570, 378, 769, 432]
paragraph: MINERVINI dice che a luogo di questo articolo si associa all'ordine del giorno Spaventa e rinunzia alla parola.: [313, 1324, 512, 1364]
paragraph: Risposero Sì 178.: [827, 1088, 915, 1100]
edge-line: Prima di far mu: [1341, 385, 1418, 396]
paragraph: LANZA (ministro) dice che non lo accetta.: [313, 1294, 512, 1319]
edge-line: compiuta. La chiesa: [1341, 1274, 1438, 1285]
paragraph: LA SPADA osserva che se il ministero non crede che questa legge basti per distruggere il brigantaggio, gli chiederebbe un articolo speciale destinato a fargli i mezzi per distruggere quella piaga dalla quale sono afflitte le provincie meridionali.: [570, 277, 769, 374]
paragraph: TOCCI vuole parlare ora. (No! no! Rumori): [313, 1532, 512, 1557]
edge-line: Commissione.: [1341, 1302, 1409, 1313]
paragraph: « Art. 2. Le precedenti disposizioni penali e quelle altre che sono contenute nel capo 4°, titolo 8, libro 2 del Codice penale del 20 novembre 1859 avranno vigore anche nelle provincie toscane, in sostituzione dell'articolo 334 del Codice penale toscano e degli articoli, ecc., il resto come nell'articolo della Giunta. »: [313, 62, 512, 186]
paragraph: DE FALCO (guardasigilli) prega la Camera di sospendere per un momento questo articolo, come subordinato a quelli che vengono dopo.: [76, 207, 275, 261]
paragraph: Alli-Maccarani — Pancrazi — Ariotta — Bortolucci.: [1076, 330, 1318, 355]
paragraph: PRES. Sopra questa proposta fu chiesto da vari deputati di sinistra l'appello nominale. (Scoppi vivissimi di rumori di disapprovazione): [817, 880, 1016, 934]
paragraph: « Sono puniti, e con la pena del carcere estensibile fino a tre mesi con la sospensione dell'esercizio del pubblico ufficio, le trasgressioni all'art. 70, alinea 3°.: [817, 1784, 1016, 1852]
edge-line: professori e della so: [1341, 201, 1439, 212]
paragraph: RASPONI ACHILLE. Io farò una semplice dichiarazione, tenendo conto dell'impazienza in cui è la Camera di terminare questa discussione, considerando che nella modificazione introdotta testè dalla Commissione d'accordo col Ministero non troverebbe sede opportuna l'argomento che volevo trattare, rinunzierò alla parola, ma lascierei fare prima una dichiarazione. Io dunque dichiaro che son favorevole alla legge, e dove fosse più elevato l'arco, io mi sentirei che questo prestito non sarebbe fatto prima o dopo di lascia di due mila lire; vi dirò intenzioni, conclusione, dell'autore e confermerà. Ma lo son burbero benefico. Strepitò, protestò, ma poi queste, consenti che che io volevo, vale a dire qualche carabiniere di più nel mandamento di Savignano di Romagna. La generosità però dell'on. Lanza non fu di lunga durata; verso l'autunno, questo aumento di uomini nella stazione di Savignano si dileguò come nebbia al sole. Adunque io sarei pregare di nuovo l'on. presidente del Consiglio affinchè la stazione non solo di Savignano, ma degli altri mandamenti della provincia di Forlì fossero aumentate. Io avrei molte altre cose da dire, ma non ho potuto parlare nella discussione generale: sapete perchè? perchè quando io mi sono presentato per iscrivermi al banco della presidenza, ho trovato che altri sedici miei onorevoli colleghi mi avevano preceduto! sarei stato io il diciassettesimo. Ora, nelle condizioni di tempo e di numero nella quale versa, essi non potevano da noi sottrarre all'enorme peso di disastrose discussioni. Ho finito.: [313, 1739, 512, 2344]
paragraph: « Art. 107. Se le denunzie si riferiscono a minori di anni 16, il giudice provvederà a norma dell'art. 72.: [817, 1653, 1016, 1707]
paragraph: Permettemi pure che di tutto cuore io vi ringrazii della benevolenza che avete sempre per me, che ho avuto l'onore di presiedere ai vostri lavori.: [1076, 969, 1318, 1023]
edge-line: Dipendente — Sin: [1341, 724, 1429, 735]
column-3: [570, 61, 769, 2521]
edge-line: d'onore ad uno: [1341, 1500, 1414, 1511]
session-closing-notes: [1076, 1404, 1318, 1450]
paragraph: No 32.: [827, 1104, 861, 1116]
paragraph: « Art. 45. Il prefetto e l'autorità politica del circondario possono ordinare in via amministrativa la sospensione estensibile fino ad un anno di quegli esercizi nei quali fossero seguiti tumulti o gravi disordini, ed in quelli nei quali frequentano abitualmente persone sospette.: [570, 1042, 769, 1152]
edge-line: Nella piazza dei: [1341, 639, 1419, 650]
paragraph: La sala della Stazione era riccamente addobbata con fiori e tappeti; all'ingresso della medesima sorgeva un elegante padiglione.: [1076, 1588, 1318, 1628]
edge-line: compito l'atto solen: [1341, 921, 1437, 932]
paragraph: Nella piazza della Stazione si leggeva pure la seguente iscrizione della Commissione:: [1076, 1863, 1318, 1888]
paragraph: LANZA (pres. del Consiglio) invita il preopinante a specificare il fatto e nominare il paese in cui questo fatto è avvenuto.: [313, 596, 512, 650]
paragraph: PRES. Facciano silenzio. Si procede all'appello nominale.: [817, 1026, 1016, 1051]
paragraph: A rivederci dunque a Roma, onorevole colleghi, sempre intenti al bene del paese, uniti costantemente per il Re e per la patria! (Vivissima e fragorosa adesione — Applausi prolungati sopra tutti i banchi).: [1076, 1241, 1318, 1309]
paragraph: DE FILIPPO propone, a nome della Commissione, che si modifichi anche il testo dell'art. 106 della legge di sicurezza pubblica.: [817, 1548, 1016, 1602]
paragraph: Quasi contemporaneamente si schieravano nella piazza della Stazione, in Piazza Vecchia, in piazza Santa Croce la guardia nazionale e numerosi drappelli delle truppe della guarnigione. Lungo le vie erano stati disposti molto opportunamente, a guisa d'iscrizioni, alcuni degli elogi delle opere e segnatamente delle lettere d'Ugo Foscolo, che a tutti parvero felicemente scelti per far conoscere le virtù del grande a cui si rendeva onore, il suo affetto all'Italia e segnatamente a Firenze.: [1076, 1705, 1318, 1858]
paragraph: Rimane così approvato l'intero art. 3.: [827, 2090, 1013, 2102]
paragraph: La seduta è sciolta alle 9 1/4.: [1086, 1421, 1233, 1432]
paragraph: « Non possono parimente essere posti in libertà provvisoria le persone indicate nell'articolo 464 del Codice penale quando siano imputate dei reati di fabbricazione, introduzione nel Regno, vendita, porto o ritenzione d'armi.: [76, 2002, 275, 2098]
edge-line: per la ricuperata: [1341, 441, 1423, 452]
paragraph: Articolo unico. Agli articoli 42, 43, 45, 70, 71, 76, 85, 105, 107, 114 e 123 della legge di pubblica sicurezza del 20 marzo 1865, sono sostituiti i seguenti.: [570, 513, 769, 567]
edge-line: procedeva tirato da: [1341, 399, 1436, 410]
edge-line: Però vi fu un mom: [1341, 1204, 1430, 1215]
edge-line: e profonda — E d: [1341, 808, 1426, 819]
edge-line: rappresentati vi: [1341, 215, 1419, 226]
edge-line: Quindi il corteggio: [1341, 74, 1432, 85]
paragraph: « Art. 464. Cod. pen. Ove il colpevole di porto o ritenzione d'armi sia ozioso, vagabondo, mendicante valido, o si trovi sottoposto alla sorveglianza speciale della sicurezza pubblica, o sia diffamato per crimini o delitti contro le persone o le proprietà, o sia già stato condannato a pena criminale o correzionale per ribellione o per violenza contro i depositari od agenti della forza pubblica, il porto delle armi indicate negli articoli 455, 458, 459, 460 e 461, prima parte, è punito col carcere da due anni a cinque; il porto di quelle indicate nell'articolo 462 da un anno a due; ed il porto di quelle indicate nel capoverso dell'articolo 461 da tre mesi ad un anno.: [76, 297, 275, 549]
column-4: [817, 61, 1016, 2497]
paragraph: Eccone il risultato:: [827, 1056, 921, 1067]
edge-line: nebre e la piazza di: [1341, 1006, 1436, 1017]
paragraph: Alle ore 11 1/2 le autorità governative, provinciali e comunali, i rappresentanti esteri: [1076, 1979, 1318, 2005]
paragraph: « Gli ufficiali e gli agenti di pubblica sicurezza che si trovassero presenti in occasioni di tumulti o gravi disordini, avranno pure la facoltà di fare sgomberare lo stabilimento senza pregiudizio delle pene in cui gli esposti e gli esercenti potessero essere incorsi. »: [570, 1215, 769, 1326]
edge-line: un breve discorso, ch: [1341, 949, 1445, 961]
column-2: [313, 61, 512, 2517]
column-5: [1076, 61, 1318, 2005]
paragraph: Si passa a discutere quella parte dell'articolo che non fu eliminata da questo ordine del giorno.: [570, 453, 769, 493]
result-row: [1076, 1388, 1318, 1401]
paragraph: « Art. 42. Gli stabilimenti di cui all'articolo 35 devono chiudersi a quell'ora di notte che sarà stabilita dall'autorità politica del circondario, sentita la Giunta municipale.: [570, 632, 769, 700]
paragraph: « Sulla denuncia scritta degli ufficiali di sicurezza pubblica o dei carabinieri reali, come pure sulle denunzie presentate dagli agenti di pubblica sicurezza all'autorità locale da cui dipendono, e da questa confermate con le sue informazioni, ovvero anche senza denunzie, in seguito della pubblica voce o notorietà, il giudice del mandamento, ognorachè l'imputazione sia appoggiata a sufficienti motivi, avvalorati anche dalle prese informazioni, chiamerà dinanzi a sè l'incolpato d'oziosità o vagabondaggio entro un termine non maggiore di cinque giorni, colla comminatoria dell'arresto in caso di disobbedienza; ed apposta comparsa, se ammette od è altrimenti stabilita la sua oziosità o vagabondaggio, lo ammonisce a darsi immediatamente a stabile lavoro, o di fare constare nel termine che gli prefigge, ordinandogli nel tempo stesso di non allontanarsi dalle località ove trovasi, senza preventiva partecipazione all'autorità di pubblica sicurezza.: [570, 1346, 769, 1725]
edge-line: dai rammentarono: [1341, 286, 1431, 297]
edge-line: isole Jonie.: [1341, 173, 1394, 184]
paragraph: PRES. lo interrompe ripetutamente, facendogli osservare che la Camera è poco disposta ad udirlo.: [313, 1651, 512, 1691]
article-subheadline: IN SANTA CROCE.: [1157, 1527, 1238, 1536]
edge-line: con sentimento: [1341, 1458, 1416, 1469]
paragraph: « Le cosidette camerucce o bettole di campagna possono essere ugualmente chiuse quando fossero ritrovo di persone sospette.: [570, 1157, 769, 1211]
paragraph: PRES. Ora vi sarebbero gli articoli aggiungenti dell'on. Caruso (Oh! oh!).: [1076, 78, 1318, 103]
